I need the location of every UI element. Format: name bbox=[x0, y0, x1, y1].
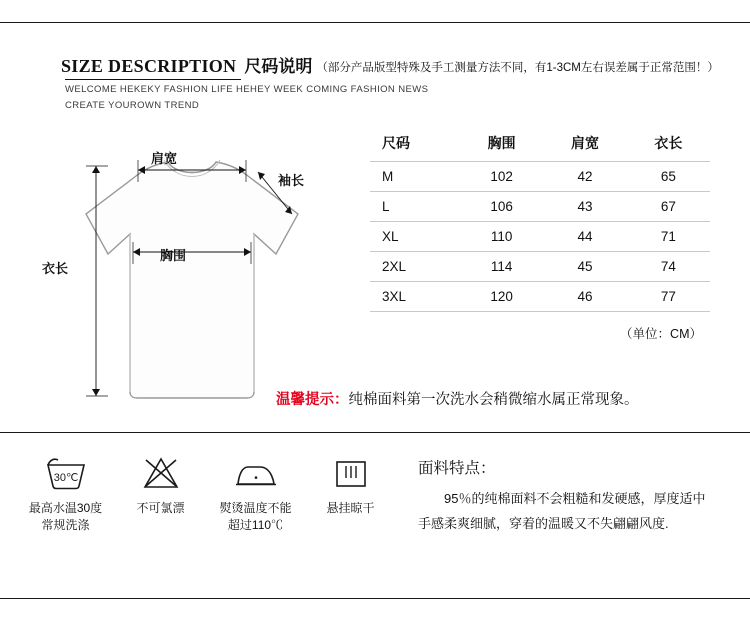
table-cell-size: M bbox=[370, 162, 460, 192]
subtitle-line-1: WELCOME HEKEKY FASHION LIFE HEHEY WEEK COMING FASHION NEWS bbox=[65, 84, 429, 95]
care-text-line2: 超过110℃ bbox=[227, 518, 284, 532]
table-cell-length: 67 bbox=[627, 192, 710, 222]
tshirt-outline-icon bbox=[30, 130, 360, 420]
page-title-cn: 尺码说明 bbox=[244, 57, 313, 76]
warm-tip bbox=[276, 388, 639, 409]
top-rule bbox=[0, 22, 750, 46]
table-cell-size: 2XL bbox=[370, 252, 460, 282]
page-title-en: SIZE DESCRIPTION bbox=[61, 56, 237, 76]
table-row bbox=[370, 222, 710, 252]
table-cell-chest: 114 bbox=[460, 252, 543, 282]
warm-tip-text: 纯棉面料第一次洗水会稍微缩水属正常现象。 bbox=[348, 392, 639, 408]
size-table bbox=[370, 126, 710, 312]
svg-text:•: • bbox=[253, 473, 258, 484]
subtitle-line-2: CREATE YOUROWN TREND bbox=[65, 100, 200, 111]
iron-110-icon bbox=[208, 452, 303, 494]
no-bleach-icon bbox=[113, 452, 208, 494]
care-text bbox=[303, 500, 398, 517]
care-text bbox=[18, 500, 113, 534]
section-divider bbox=[0, 432, 750, 433]
size-table-wrap bbox=[370, 126, 710, 342]
table-cell-size: L bbox=[370, 192, 460, 222]
garment-diagram bbox=[30, 130, 360, 420]
table-cell-length: 74 bbox=[627, 252, 710, 282]
table-cell-length: 65 bbox=[627, 162, 710, 192]
table-row bbox=[370, 162, 710, 192]
care-item bbox=[303, 452, 398, 534]
fabric-features-title: 面料特点： bbox=[418, 460, 496, 477]
table-cell-size: 3XL bbox=[370, 282, 460, 312]
care-text-line1: 不可氯漂 bbox=[136, 501, 185, 515]
table-cell-length: 77 bbox=[627, 282, 710, 312]
care-item bbox=[208, 452, 303, 534]
unit-note: （单位：CM） bbox=[620, 327, 702, 341]
table-cell-chest: 110 bbox=[460, 222, 543, 252]
care-text-line2: 常规洗涤 bbox=[41, 518, 90, 532]
table-cell-chest: 120 bbox=[460, 282, 543, 312]
care-item bbox=[18, 452, 113, 534]
table-cell-shoulder: 43 bbox=[543, 192, 626, 222]
table-cell-shoulder: 42 bbox=[543, 162, 626, 192]
hang-dry-icon bbox=[303, 452, 398, 494]
svg-text:30℃: 30℃ bbox=[53, 472, 78, 484]
table-row bbox=[370, 282, 710, 312]
care-text bbox=[208, 500, 303, 534]
table-row bbox=[370, 192, 710, 222]
table-cell-length: 71 bbox=[627, 222, 710, 252]
table-cell-size: XL bbox=[370, 222, 460, 252]
title-row bbox=[55, 52, 719, 77]
wash-tub-30-icon bbox=[18, 452, 113, 494]
care-text-line1: 最高水温30度 bbox=[28, 501, 103, 515]
table-row bbox=[370, 252, 710, 282]
care-text bbox=[113, 500, 208, 517]
care-text-line1: 熨烫温度不能 bbox=[219, 501, 292, 515]
table-header-cell: 尺码 bbox=[370, 126, 460, 162]
table-header-cell: 肩宽 bbox=[543, 126, 626, 162]
warm-tip-head: 温馨提示： bbox=[276, 392, 349, 408]
table-cell-chest: 102 bbox=[460, 162, 543, 192]
bottom-rule bbox=[0, 598, 750, 622]
table-header-row bbox=[370, 126, 710, 162]
fabric-features-body: 95％的纯棉面料不会粗糙和发硬感，厚度适中手感柔爽细腻，穿着的温暖又不失翩翩风度. bbox=[418, 491, 706, 531]
label-chest: 胸围 bbox=[160, 248, 187, 263]
header bbox=[55, 52, 719, 112]
table-cell-shoulder: 46 bbox=[543, 282, 626, 312]
table-header-cell: 衣长 bbox=[627, 126, 710, 162]
label-garment-length: 衣长 bbox=[42, 261, 69, 276]
fabric-features bbox=[418, 456, 718, 536]
label-sleeve-length: 袖长 bbox=[278, 173, 305, 188]
table-cell-shoulder: 45 bbox=[543, 252, 626, 282]
care-item bbox=[113, 452, 208, 534]
page-title-note: （部分产品版型特殊及手工测量方法不同，有1-3CM左右误差属于正常范围！） bbox=[316, 62, 719, 74]
care-text-line1: 悬挂晾干 bbox=[326, 501, 375, 515]
title-underline bbox=[65, 79, 241, 80]
table-cell-chest: 106 bbox=[460, 192, 543, 222]
table-header-cell: 胸围 bbox=[460, 126, 543, 162]
table-cell-shoulder: 44 bbox=[543, 222, 626, 252]
care-instructions bbox=[18, 452, 398, 534]
label-shoulder-width: 肩宽 bbox=[151, 151, 178, 166]
